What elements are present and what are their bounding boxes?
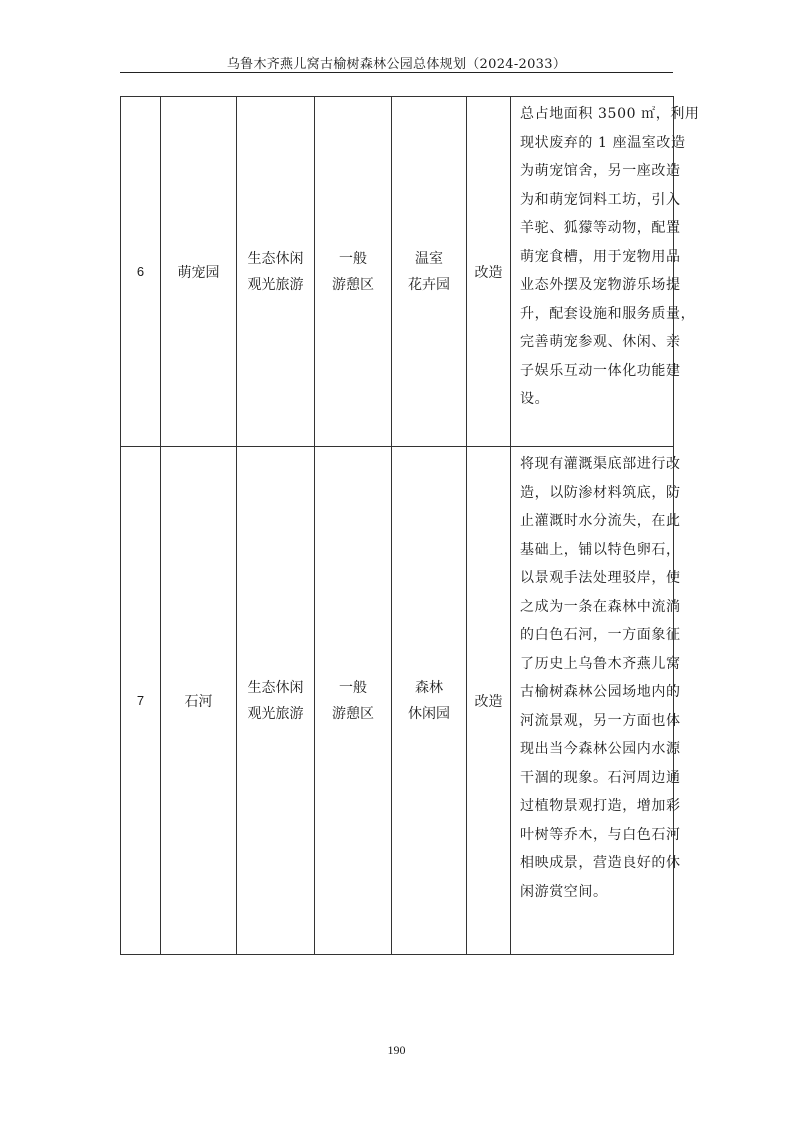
description-line: 古榆树森林公园场地内的 bbox=[520, 684, 681, 700]
row-name: 萌宠园 bbox=[161, 97, 237, 447]
description-line: 干涸的现象。石河周边通 bbox=[520, 769, 681, 786]
function-line: 观光旅游 bbox=[247, 705, 304, 722]
function-line: 生态休闲 bbox=[247, 250, 304, 267]
header-rule bbox=[120, 72, 673, 73]
description-line: 之成为一条在森林中流淌 bbox=[520, 598, 681, 615]
description-line: 升，配套设施和服务质量， bbox=[520, 305, 696, 322]
description-line: 设。 bbox=[520, 391, 550, 407]
description-line: 萌宠食槽，用于宠物用品 bbox=[520, 248, 681, 265]
description-line: 现出当今森林公园内水源 bbox=[520, 741, 681, 757]
area-line: 休闲园 bbox=[408, 705, 450, 722]
row-function bbox=[237, 447, 315, 955]
description-line: 将现有灌溉渠底部进行改 bbox=[520, 456, 681, 472]
description-line: 止灌溉时水分流失，在此 bbox=[520, 513, 681, 529]
row-number: 7 bbox=[121, 447, 161, 955]
description-line: 闲游赏空间。 bbox=[520, 883, 608, 900]
description-line: 子娱乐互动一体化功能建 bbox=[520, 362, 681, 379]
zone-line: 一般 bbox=[339, 679, 367, 696]
function-line: 生态休闲 bbox=[247, 679, 304, 696]
description-line: 基础上，铺以特色卵石， bbox=[520, 541, 681, 558]
description-line: 造，以防渗材料筑底，防 bbox=[520, 484, 681, 501]
description-line: 相映成景，营造良好的休 bbox=[520, 855, 681, 871]
description-line: 总占地面积 3500 ㎡，利用 bbox=[520, 106, 700, 122]
row-function bbox=[237, 97, 315, 447]
description-line: 叶树等乔木，与白色石河 bbox=[520, 826, 681, 843]
row-type: 改造 bbox=[467, 447, 511, 955]
zone-line: 一般 bbox=[339, 250, 367, 267]
description-line: 的白色石河，一方面象征 bbox=[520, 627, 681, 643]
row-description bbox=[511, 447, 681, 955]
row-number: 6 bbox=[121, 97, 161, 447]
page-header-title: 乌鲁木齐燕儿窝古榆树森林公园总体规划（2024-2033） bbox=[226, 57, 567, 72]
description-line: 为和萌宠饲料工坊，引入 bbox=[520, 191, 681, 208]
table-row bbox=[121, 447, 674, 955]
page-number: 190 bbox=[387, 1043, 406, 1057]
zone-line: 游憩区 bbox=[332, 705, 374, 722]
description-line: 羊驼、狐獴等动物，配置 bbox=[520, 220, 681, 236]
description-line: 为萌宠馆舍，另一座改造 bbox=[520, 163, 681, 179]
function-line: 观光旅游 bbox=[247, 276, 304, 293]
area-line: 温室 bbox=[415, 250, 443, 267]
area-line: 花卉园 bbox=[408, 276, 450, 293]
description-line: 河流景观，另一方面也体 bbox=[520, 712, 681, 729]
row-name: 石河 bbox=[161, 447, 237, 955]
description-line: 过植物景观打造，增加彩 bbox=[520, 798, 681, 814]
description-line: 现状废弃的 1 座温室改造 bbox=[520, 134, 686, 151]
row-zone bbox=[315, 447, 392, 955]
row-area bbox=[392, 447, 467, 955]
row-description bbox=[511, 97, 700, 447]
table-row bbox=[121, 97, 674, 447]
planning-table bbox=[120, 96, 700, 955]
row-zone bbox=[315, 97, 392, 447]
description-line: 完善萌宠参观、休闲、亲 bbox=[520, 334, 681, 350]
zone-line: 游憩区 bbox=[332, 276, 374, 293]
description-line: 业态外摆及宠物游乐场提 bbox=[520, 277, 681, 293]
area-line: 森林 bbox=[415, 679, 443, 696]
description-line: 了历史上乌鲁木齐燕儿窝 bbox=[520, 655, 681, 672]
row-type: 改造 bbox=[467, 97, 511, 447]
row-area bbox=[392, 97, 467, 447]
description-line: 以景观手法处理驳岸，使 bbox=[520, 570, 681, 586]
